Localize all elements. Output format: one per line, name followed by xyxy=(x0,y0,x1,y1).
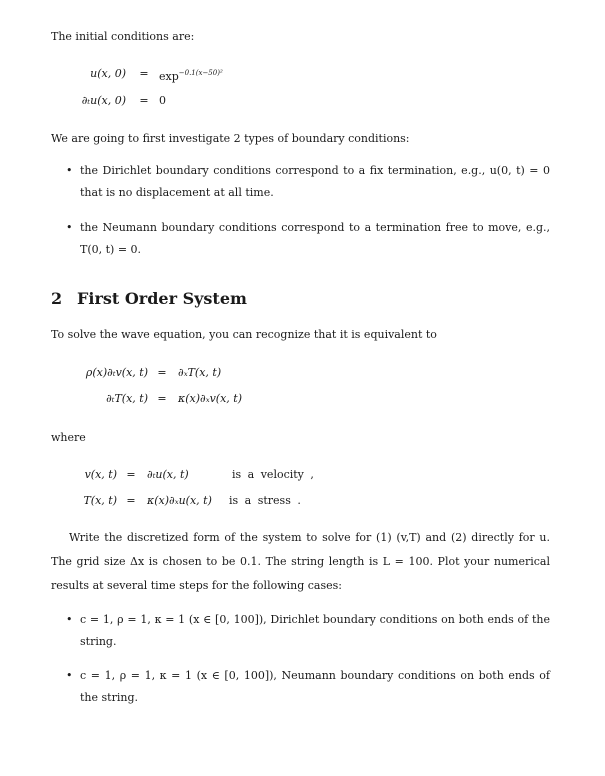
initial-conditions-intro: The initial conditions are: xyxy=(51,30,195,43)
boundary-conditions-intro: We are going to first investigate 2 types of boundary conditions: xyxy=(51,132,410,145)
system-row2-op: = xyxy=(157,392,167,405)
def-row2-text: is a stress . xyxy=(229,494,301,507)
list-item-dirichlet: the Dirichlet boundary conditions correspond to a fix termination, e.g., u(0, t) = 0 that is no displacement at all time. xyxy=(80,164,550,199)
list-item-neumann: the Neumann boundary conditions correspond to a termination free to move, e.g., T(0, t) = 0. xyxy=(80,221,550,256)
where-label: where xyxy=(51,431,86,444)
def-row2-lhs: T(x, t) xyxy=(83,494,117,507)
system-intro: To solve the wave equation, you can recognize that it is equivalent to xyxy=(51,328,437,341)
list-item-case-dirichlet: c = 1, ρ = 1, κ = 1 (x ∈ [0, 100]), Dirichlet boundary conditions on both ends of the string. xyxy=(80,613,550,648)
bullet-icon: • xyxy=(66,669,73,682)
ic-row1-lhs: u(x, 0) xyxy=(90,67,126,80)
system-row2-rhs: κ(x)∂ₓv(x, t) xyxy=(178,392,243,405)
bullet-icon: • xyxy=(66,613,73,626)
def-row1-lhs: v(x, t) xyxy=(84,468,117,481)
system-row1-rhs: ∂ₓT(x, t) xyxy=(178,366,222,379)
ic-row1-rhs xyxy=(159,66,223,84)
system-row1-lhs: ρ(x)∂ₜv(x, t) xyxy=(85,366,148,379)
ic-row1-rhs-text: exp xyxy=(159,70,179,83)
section-number: 2 xyxy=(51,289,63,308)
ic-row1-op: = xyxy=(139,67,149,80)
def-row1-op: = xyxy=(126,468,136,481)
def-row1-text: is a velocity , xyxy=(232,468,314,481)
task-paragraph: Write the discretized form of the system to solve for (1) (v,T) and (2) directly for u. The grid size Δx is chosen to be 0.1. The string length is L = 100. Plot your numerical results at several time steps for the following cases: xyxy=(51,531,550,592)
section-heading xyxy=(51,289,247,309)
def-row2-op: = xyxy=(126,494,136,507)
def-row2-rhs: κ(x)∂ₓu(x, t) xyxy=(147,494,212,507)
section-title: First Order System xyxy=(77,289,247,308)
system-row1-op: = xyxy=(157,366,167,379)
ic-row2-op: = xyxy=(139,94,149,107)
bullet-icon: • xyxy=(66,221,73,234)
ic-row1-exponent: −0.1(x−50)² xyxy=(178,69,223,77)
def-row1-rhs: ∂ₜu(x, t) xyxy=(147,468,189,481)
system-row2-lhs: ∂ₜT(x, t) xyxy=(106,392,148,405)
ic-row2-lhs: ∂ₜu(x, 0) xyxy=(81,94,126,107)
ic-row2-rhs: 0 xyxy=(159,94,166,107)
bullet-icon: • xyxy=(66,164,73,177)
list-item-case-neumann: c = 1, ρ = 1, κ = 1 (x ∈ [0, 100]), Neumann boundary conditions on both ends of the string. xyxy=(80,669,550,704)
